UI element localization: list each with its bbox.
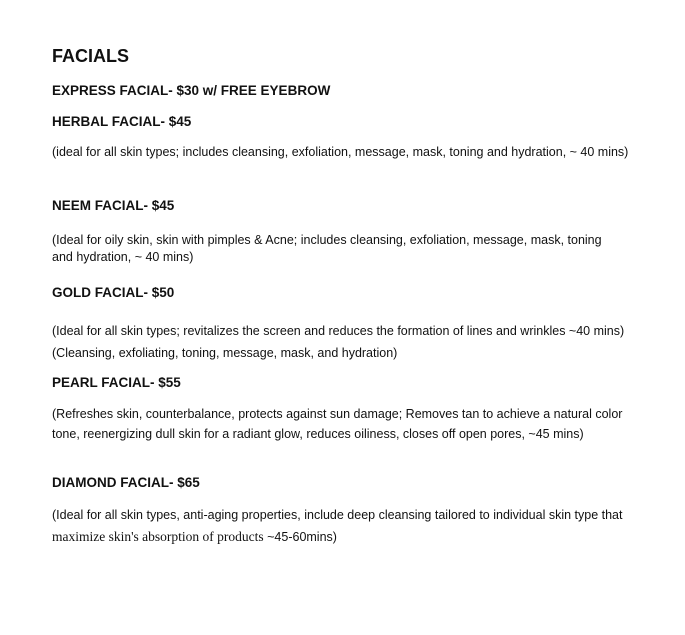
herbal-facial-description: (ideal for all skin types; includes cleansing, exfoliation, message, mask, toning and hydration, ~ 40 mins) [52, 145, 629, 159]
diamond-facial-title: DIAMOND FACIAL- $65 [52, 475, 200, 490]
express-facial-title: EXPRESS FACIAL- $30 w/ FREE EYEBROW [52, 83, 331, 98]
neem-facial-title: NEEM FACIAL- $45 [52, 198, 175, 213]
diamond-desc-part3: ~45-60mins) [263, 530, 337, 544]
gold-facial-title: GOLD FACIAL- $50 [52, 285, 175, 300]
gold-facial-description: (Ideal for all skin types; revitalizes the screen and reduces the formation of lines and wrinkles ~40 mins) (Cleansing, exfoliating, toning, message, mask, and hydration) [52, 324, 625, 360]
facials-menu [52, 44, 648, 544]
diamond-desc-part1: (Ideal for all skin types, anti-aging properties, include deep cleansing tailored to individual skin type that [52, 508, 623, 522]
diamond-facial-description [52, 505, 648, 548]
herbal-facial-title: HERBAL FACIAL- $45 [52, 114, 192, 129]
section-title: FACIALS [52, 46, 130, 66]
neem-facial-description: (Ideal for oily skin, skin with pimples & Acne; includes cleansing, exfoliation, message, mask, toning and hydration, ~ 40 mins) [52, 233, 602, 264]
pearl-facial-title: PEARL FACIAL- $55 [52, 375, 181, 390]
pearl-facial-description: (Refreshes skin, counterbalance, protects against sun damage; Removes tan to achieve a natural color tone, reenergizing dull skin for a radiant glow, reduces oiliness, closes off open pores, ~45 mins) [52, 407, 623, 441]
diamond-desc-part2: maximize skin's absorption of products [52, 529, 264, 544]
